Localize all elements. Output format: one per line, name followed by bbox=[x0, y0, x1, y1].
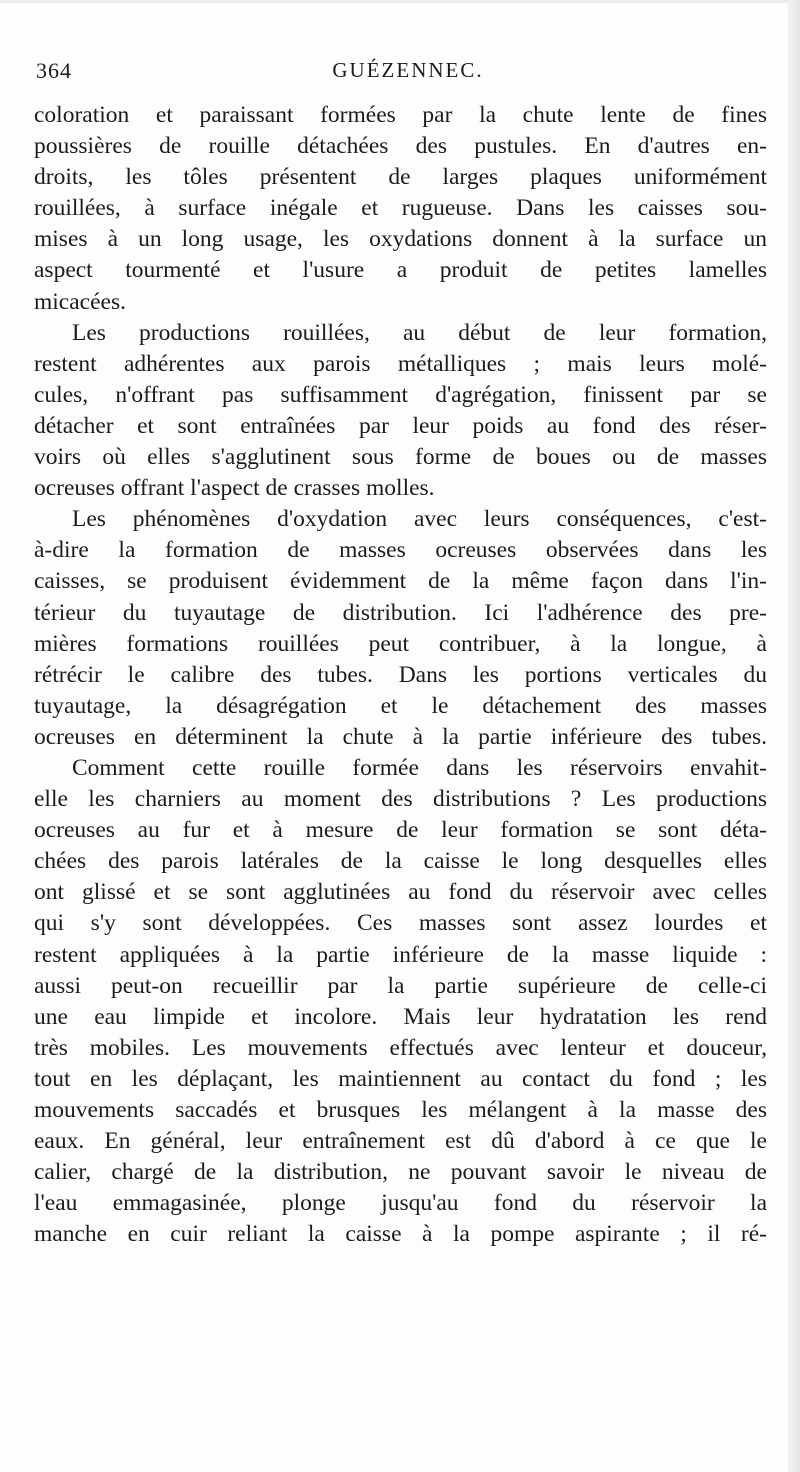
text-line: tout en les déplaçant, les maintiennent au contact du fond ; les bbox=[34, 1065, 767, 1092]
text-line: une eau limpide et incolore. Mais leur hydratation les rend bbox=[34, 1003, 767, 1030]
text-line: térieur du tuyautage de distribution. Ici l'adhérence des pre- bbox=[34, 599, 767, 626]
text-line: aussi peut-on recueillir par la partie supérieure de celle-ci bbox=[34, 972, 767, 999]
text-line: détacher et sont entraînées par leur poids au fond des réser- bbox=[34, 412, 767, 439]
text-line: à-dire la formation de masses ocreuses observées dans les bbox=[34, 537, 767, 564]
text-line: mières formations rouillées peut contribuer, à la longue, à bbox=[34, 630, 767, 657]
text-line: très mobiles. Les mouvements effectués avec lenteur et douceur, bbox=[34, 1034, 767, 1061]
text-line: rétrécir le calibre des tubes. Dans les portions verticales du bbox=[34, 661, 767, 688]
text-line: aspect tourmenté et l'usure a produit de petites lamelles bbox=[34, 257, 767, 284]
text-line: ocreuses au fur et à mesure de leur formation se sont déta- bbox=[34, 817, 767, 844]
text-line: restent appliquées à la partie inférieure de la masse liquide : bbox=[34, 941, 767, 968]
text-line: poussières de rouille détachées des pustules. En d'autres en- bbox=[34, 133, 767, 160]
text-line: manche en cuir reliant la caisse à la pompe aspirante ; il ré- bbox=[34, 1221, 767, 1248]
text-line: restent adhérentes aux parois métalliques ; mais leurs molé- bbox=[34, 350, 767, 377]
text-line: chées des parois latérales de la caisse le long desquelles elles bbox=[34, 848, 767, 875]
text-line: eaux. En général, leur entraînement est dû d'abord à ce que le bbox=[34, 1128, 767, 1155]
text-line: calier, chargé de la distribution, ne pouvant savoir le niveau de bbox=[34, 1159, 767, 1186]
text-line: l'eau emmagasinée, plonge jusqu'au fond du réservoir la bbox=[34, 1190, 767, 1217]
text-line: caisses, se produisent évidemment de la même façon dans l'in- bbox=[34, 568, 767, 595]
page-top-edge bbox=[0, 0, 800, 3]
text-line: mises à un long usage, les oxydations donnent à la surface un bbox=[34, 226, 767, 253]
page-number: 364 bbox=[36, 58, 72, 83]
text-line: micacées. bbox=[34, 288, 126, 315]
text-line: ont glissé et se sont agglutinées au fond du réservoir avec celles bbox=[34, 879, 767, 906]
text-line: Les phénomènes d'oxydation avec leurs conséquences, c'est- bbox=[72, 506, 767, 533]
page-right-edge bbox=[788, 0, 800, 1472]
text-line: ocreuses en déterminent la chute à la partie inférieure des tubes. bbox=[34, 723, 767, 750]
text-line: Comment cette rouille formée dans les réservoirs envahit- bbox=[72, 754, 767, 781]
text-line: ocreuses offrant l'aspect de crasses molles. bbox=[34, 475, 435, 502]
text-line: coloration et paraissant formées par la chute lente de fines bbox=[34, 102, 767, 128]
body-text bbox=[34, 100, 767, 1250]
text-line: mouvements saccadés et brusques les mélangent à la masse des bbox=[34, 1097, 767, 1123]
text-line: voirs où elles s'agglutinent sous forme de boues ou de masses bbox=[34, 444, 767, 471]
text-line: droits, les tôles présentent de larges plaques uniformément bbox=[34, 164, 767, 191]
text-line: Les productions rouillées, au début de leur formation, bbox=[72, 319, 767, 346]
text-line: rouillées, à surface inégale et rugueuse. Dans les caisses sou- bbox=[34, 195, 767, 222]
text-line: elle les charniers au moment des distributions ? Les productions bbox=[34, 786, 767, 813]
text-line: tuyautage, la désagrégation et le détachement des masses bbox=[34, 692, 767, 719]
text-line: cules, n'offrant pas suffisamment d'agrégation, finissent par se bbox=[34, 381, 767, 408]
page-header bbox=[36, 58, 764, 88]
running-title: GUÉZENNEC. bbox=[332, 58, 484, 82]
text-line: qui s'y sont développées. Ces masses sont assez lourdes et bbox=[34, 910, 767, 937]
